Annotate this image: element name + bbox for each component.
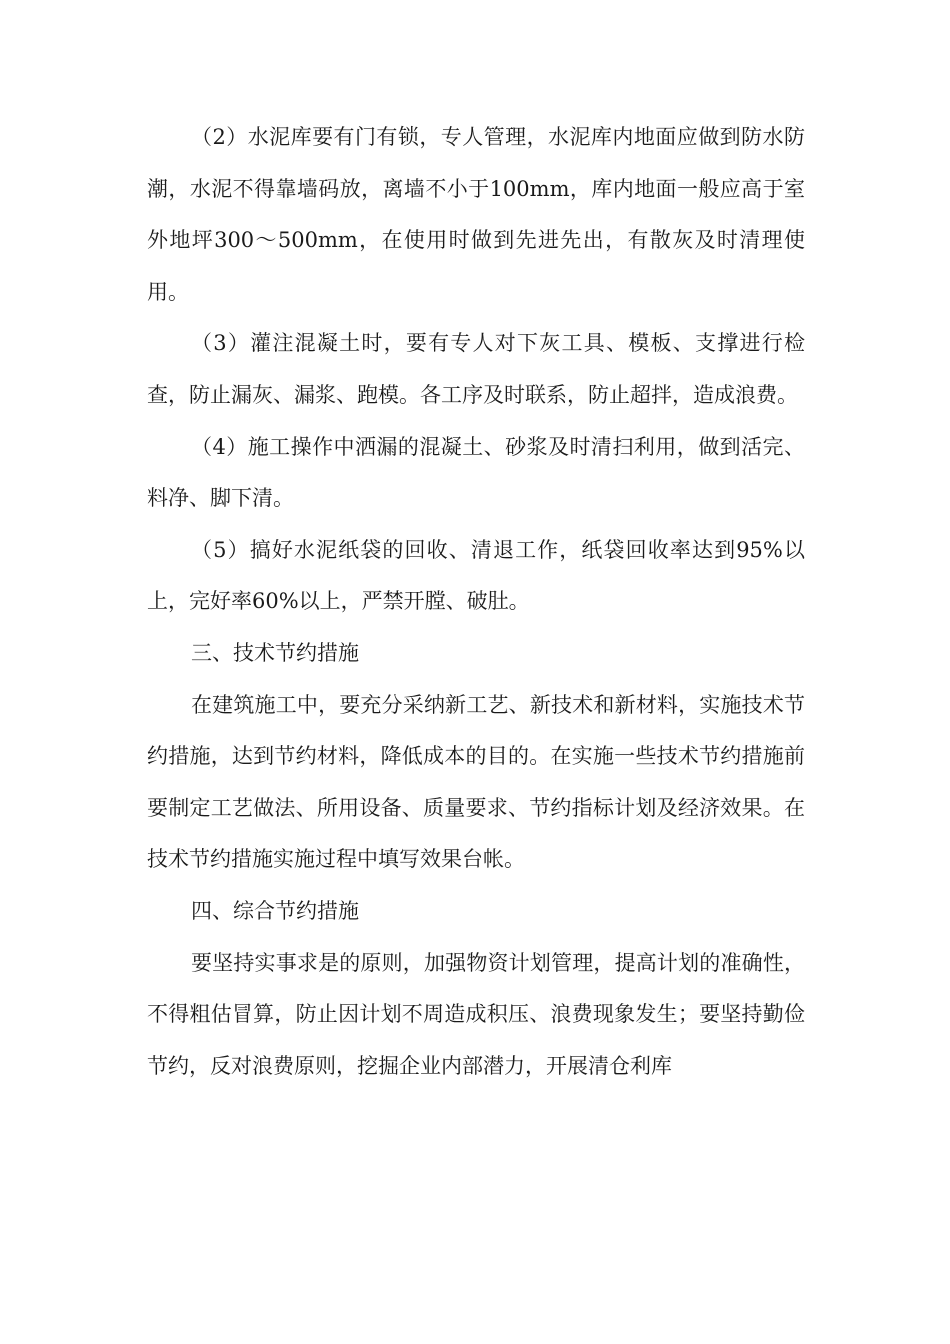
paragraph-technical-saving: 在建筑施工中，要充分采纳新工艺、新技术和新材料，实施技术节约措施，达到节约材料，降低成本的目的。在实施一些技术节约措施前要制定工艺做法、所用设备、质量要求、节约指标计划及经济效果。在技术节约措施实施过程中填写效果台帐。 (147, 692, 805, 872)
section-heading-technical-saving: 三、技术节约措施 (191, 640, 359, 665)
paragraph-cement-storage: （2）水泥库要有门有锁，专人管理，水泥库内地面应做到防水防潮，水泥不得靠墙码放，离墙不小于100mm，库内地面一般应高于室外地坪300～500mm，在使用时做到先进先出，有散灰及时清理使用。 (147, 125, 805, 304)
paragraph-comprehensive-saving: 要坚持实事求是的原则，加强物资计划管理，提高计划的准确性，不得粗估冒算，防止因计划不周造成积压、浪费现象发生；要坚持勤俭节约，反对浪费原则，挖掘企业内部潜力，开展清仓利库 (147, 950, 805, 1078)
paragraph-bag-recycling: （5）搞好水泥纸袋的回收、清退工作，纸袋回收率达到95%以上，完好率60%以上，严禁开膛、破肚。 (147, 537, 805, 614)
section-heading-comprehensive-saving: 四、综合节约措施 (191, 898, 359, 923)
paragraph-concrete-pouring: （3）灌注混凝土时，要有专人对下灰工具、模板、支撑进行检查，防止漏灰、漏浆、跑模。各工序及时联系，防止超拌，造成浪费。 (147, 331, 805, 407)
document-body (147, 112, 805, 1092)
paragraph-spill-cleanup: （4）施工操作中洒漏的混凝土、砂浆及时清扫利用，做到活完、料净、脚下清。 (147, 434, 805, 511)
